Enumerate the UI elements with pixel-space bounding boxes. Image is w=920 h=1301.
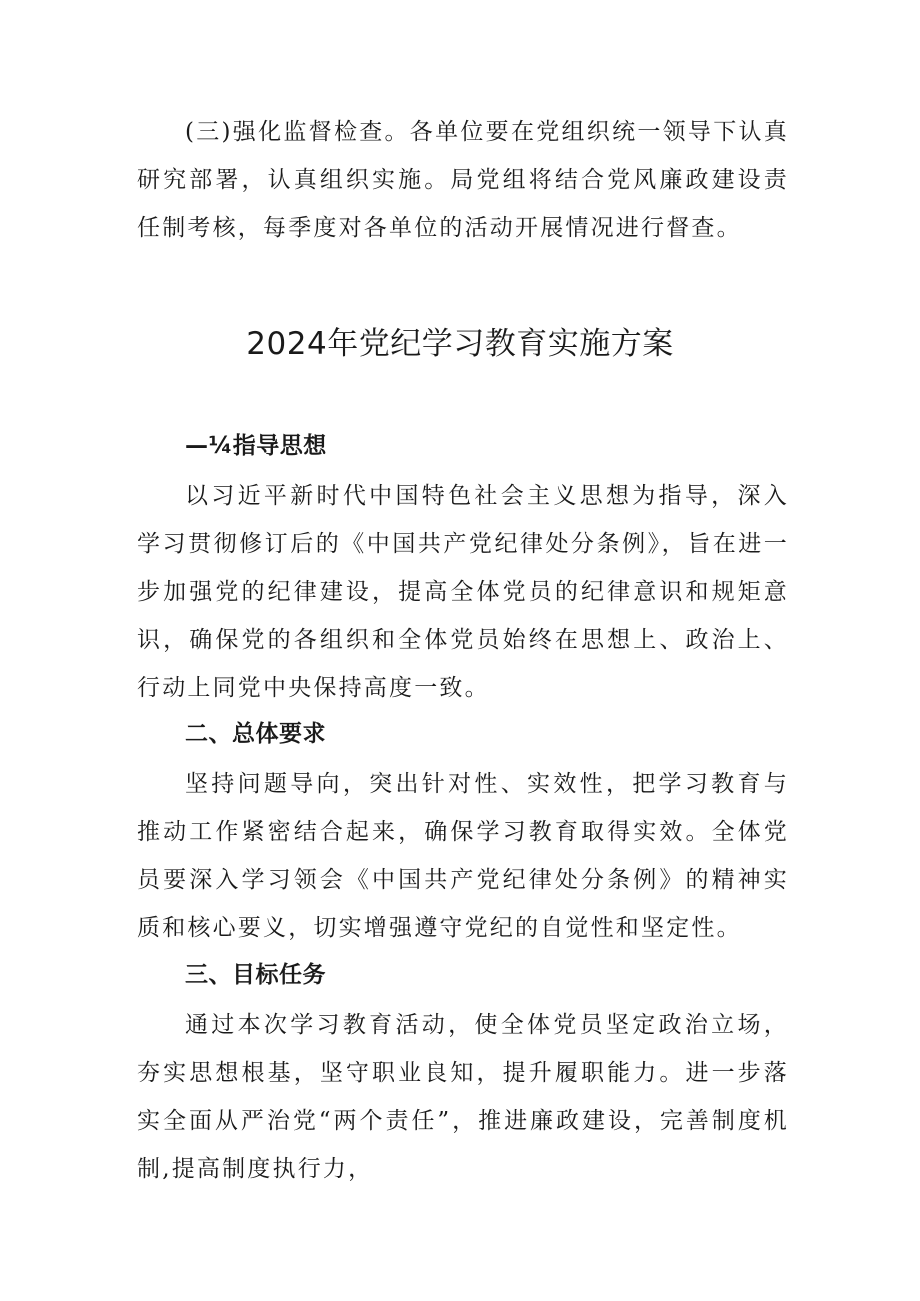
- section-body-guiding-ideology: 以习近平新时代中国特色社会主义思想为指导，深入学习贯彻修订后的《中国共产党纪律处分条例》，旨在进一步加强党的纪律建设，提高全体党员的纪律意识和规矩意识，确保党的各组织和全体党员始终在思想上、政治上、行动上同党中央保持高度一致。: [137, 483, 789, 701]
- section-body-objectives: 通过本次学习教育活动，使全体党员坚定政治立场，夯实思想根基，坚守职业良知，提升履职能力。进一步落实全面从严治党“两个责任”，推进廉政建设，完善制度机制,提高制度执行力，: [137, 1012, 789, 1182]
- section-heading-overall-requirements: 二、总体要求: [185, 721, 326, 747]
- document-title: 2024年党纪学习教育实施方案: [246, 326, 674, 362]
- section-heading-objectives: 三、目标任务: [185, 962, 326, 988]
- section-heading-guiding-ideology: —¼指导思想: [185, 433, 327, 459]
- section-body-overall-requirements: 坚持问题导向，突出针对性、实效性，把学习教育与推动工作紧密结合起来，确保学习教育取得实效。全体党员要深入学习领会《中国共产党纪律处分条例》的精神实质和核心要义，切实增强遵守党纪的自觉性和坚定性。: [137, 771, 789, 941]
- intro-paragraph: (三)强化监督检查。各单位要在党组织统一领导下认真研究部署，认真组织实施。局党组将结合党风廉政建设责任制考核，每季度对各单位的活动开展情况进行督查。: [137, 119, 789, 241]
